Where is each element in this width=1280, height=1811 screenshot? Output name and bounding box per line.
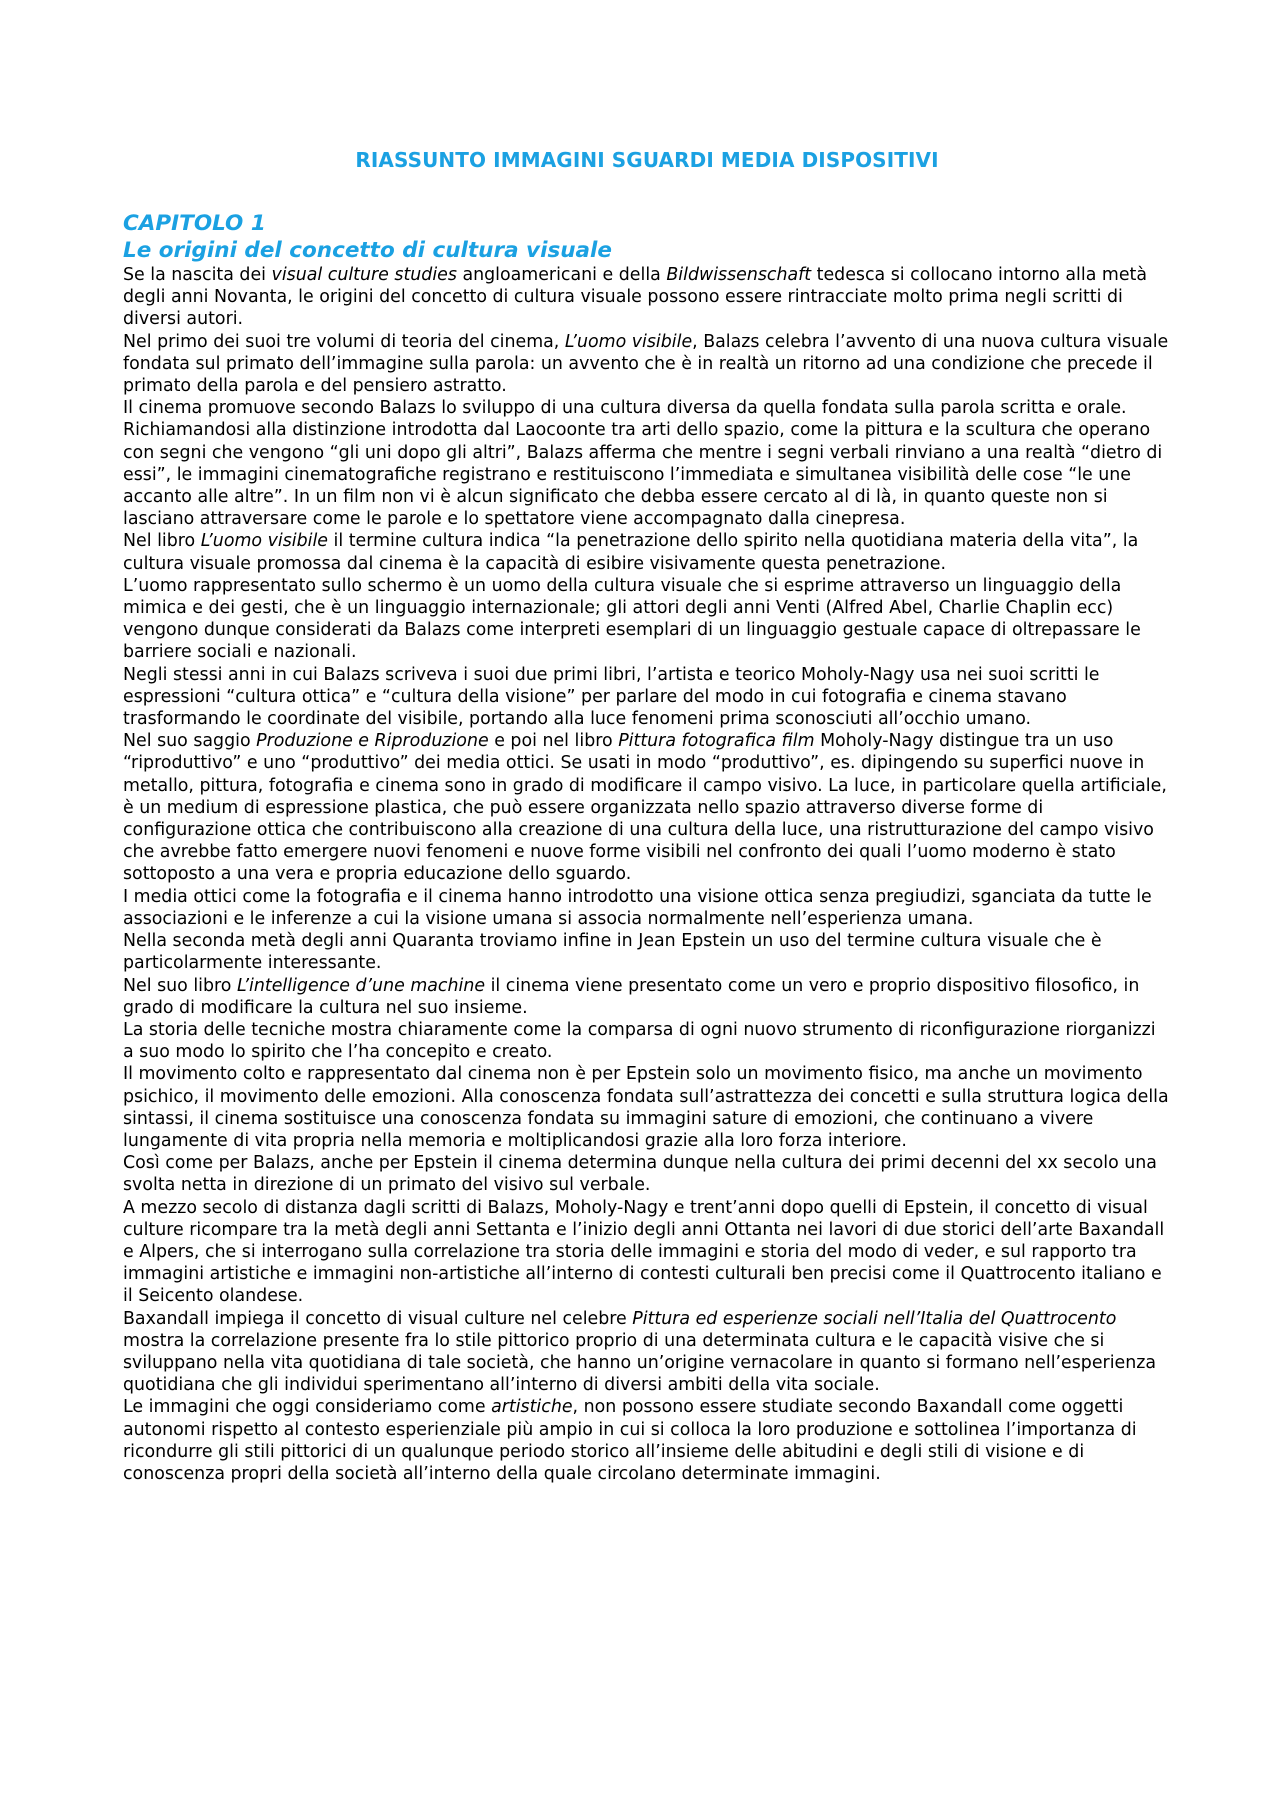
text-run: I media ottici come la fotografia e il cinema hanno introdotto una visione ottica senza pregiudizi, sganciata da tutte le associazioni e le inferenze a cui la visione umana si associa normalmente nell’esperienza umana. (123, 886, 1152, 929)
paragraph (123, 930, 1171, 974)
text-run: e poi nel libro (488, 731, 619, 752)
italic-text: visual culture studies (271, 265, 457, 285)
document-title: RIASSUNTO IMMAGINI SGUARDI MEDIA DISPOSITIVI (355, 148, 939, 172)
text-run: , non possono essere studiate secondo Baxandall come oggetti autonomi rispetto al contesto esperienziale più ampio in cui si colloca la loro produzione e sottolinea l’importanza di ricondurre gli stili pittorici di un qualunque periodo storico all’insieme delle abitudini e degli stili di visione e di conoscenza propri della società all’interno della quale circolano determinate immagini. (123, 1397, 1137, 1484)
text-run: Così come per Balazs, anche per Epstein il cinema determina dunque nella cultura dei primi decenni del xx secolo una svolta netta in direzione di un primato del visivo sul verbale. (123, 1153, 1157, 1196)
text-run: Nel suo libro (123, 975, 237, 996)
text-run: La storia delle tecniche mostra chiaramente come la comparsa di ogni nuovo strumento di riconfigurazione riorganizzi a suo modo lo spirito che l’ha concepito e creato. (123, 1019, 1156, 1063)
italic-text: Pittura ed esperienze sociali nell’Italia del Quattrocento (632, 1308, 1117, 1329)
text-run: L’uomo rappresentato sullo schermo è un uomo della cultura visuale che si esprime attraverso un linguaggio della mimica e dei gesti, che è un linguaggio internazionale; gli attori degli anni Venti (Alfred Abel, Charlie Chaplin ecc) vengono dunque considerati da Balazs come interpreti esemplari di un linguaggio gestuale capace di oltrepassare le barriere sociali e nazionali. (123, 575, 1141, 663)
text-run: mostra la correlazione presente fra lo stile pittorico proprio di una determinata cultura e le capacità visive che si sviluppano nella vita quotidiana di tale società, che hanno un’origine vernacolare in quanto si formano nell’esperienza quotidiana che gli individui sperimentano all’interno di diversi ambiti della vita sociale. (123, 1330, 1157, 1396)
paragraph (123, 886, 1171, 930)
text-run: Le immagini che oggi consideriamo come (123, 1397, 492, 1418)
paragraph (123, 1152, 1171, 1196)
text-run: Nel suo saggio (123, 731, 257, 752)
italic-text: L’intelligence d’une machine (236, 975, 486, 996)
paragraph (123, 1063, 1171, 1152)
paragraph (123, 1308, 1171, 1397)
text-run: Moholy-Nagy distingue tra un uso “riproduttivo” e uno “produttivo” dei media ottici. Se usati in modo “produttivo”, es. dipingendo su superfici nuove in metallo, pittura, fotografia e cinema sono in grado di modificare il campo visivo. La luce, in particolare quella artificiale, è un medium di espressione plastica, che può essere organizzata nello spazio attraverso diverse forme di configurazione ottica che contribuiscono alla creazione di una cultura della luce, una ristrutturazione del campo visivo che avrebbe fatto emergere nuovi fenomeni e nuove forme visibili nel confronto dei quali l’uomo moderno è stato sottoposto a una vera e propria educazione dello sguardo. (123, 731, 1167, 885)
paragraph (123, 1396, 1171, 1485)
paragraph (123, 730, 1171, 885)
text-run: A mezzo secolo di distanza dagli scritti di Balazs, Moholy-Nagy e trent’anni dopo quelli di Epstein, il concetto di visual culture ricompare tra la metà degli anni Settanta e l’inizio degli anni Ottanta nei lavori di due storici dell’arte Baxandall e Alpers, che si interrogano sulla correlazione tra storia delle immagini e storia del modo di veder, e sul rapporto tra immagini artistiche e immagini non-artistiche all’interno di contesti culturali ben precisi come il Quattrocento italiano e il Seicento olandese. (123, 1197, 1165, 1307)
paragraph (123, 975, 1171, 1019)
text-run: Se la nascita dei (123, 265, 272, 285)
text-run: tedesca si collocano intorno alla metà degli anni Novanta, le origini del concetto di cultura visuale possono essere rintracciate molto prima negli scritti di diversi autori. (123, 265, 1148, 330)
chapter-label: CAPITOLO 1 (123, 211, 266, 236)
text-run: Baxandall impiega il concetto di visual culture nel celebre (123, 1308, 633, 1329)
paragraph (123, 264, 1171, 331)
italic-text: artistiche (491, 1397, 573, 1418)
paragraph (123, 1197, 1171, 1308)
text-run: angloamericani e della (456, 265, 667, 285)
chapter-subtitle: Le origini del concetto di cultura visuale (123, 238, 613, 263)
text-run: il cinema viene presentato come un vero e proprio dispositivo filosofico, in grado di modificare la cultura nel suo insieme. (123, 975, 1140, 1018)
paragraph (123, 397, 1171, 530)
text-run: Nella seconda metà degli anni Quaranta troviamo infine in Jean Epstein un uso del termine cultura visuale che è particolarmente interessante. (123, 931, 1102, 974)
text-run: il termine cultura indica “la penetrazione dello spirito nella quotidiana materia della vita”, la cultura visuale promossa dal cinema è la capacità di esibire visivamente questa penetrazione. (123, 531, 1139, 574)
text-run: Negli stessi anni in cui Balazs scriveva i suoi due primi libri, l’artista e teorico Moholy-Nagy usa nei suoi scritti le espressioni “cultura ottica” e “cultura della visione” per parlare del modo in cui fotografia e cinema stavano trasformando le coordinate del visibile, portando alla luce fenomeni prima sconosciuti all’occhio umano. (123, 664, 1100, 730)
paragraph (123, 331, 1171, 398)
italic-text: L’uomo visibile (564, 331, 693, 352)
paragraph (123, 1019, 1171, 1063)
text-run: Il cinema promuove secondo Balazs lo sviluppo di una cultura diversa da quella fondata sulla parola scritta e orale. Richiamandosi alla distinzione introdotta dal Laocoonte tra arti dello spazio, come la pittura e la scultura che operano con segni che vengono “gli uni dopo gli altri”, Balazs afferma che mentre i segni verbali rinviano a una realtà “dietro di essi”, le immagini cinematografiche registrano e restituiscono l’immediata e simultanea visibilità delle cose “le une accanto alle altre”. In un film non vi è alcun significato che debba essere cercato al di là, in quanto queste non si lasciano attraversare come le parole e lo spettatore viene accompagnato dalla cinepresa. (123, 398, 1163, 530)
italic-text: Pittura fotografica film (618, 731, 815, 752)
text-run: Il movimento colto e rappresentato dal cinema non è per Epstein solo un movimento fisico, ma anche un movimento psichico, il movimento delle emozioni. Alla conoscenza fondata sull’astrattezza dei concetti e sulla struttura logica della sintassi, il cinema sostituisce una conoscenza fondata su immagini sature di emozioni, che continuano a vivere lungamente di vita propria nella memoria e moltiplicandosi grazie alla loro forza interiore. (123, 1064, 1169, 1151)
paragraph (123, 530, 1171, 574)
paragraph (123, 575, 1171, 664)
text-run: , Balazs celebra l’avvento di una nuova cultura visuale fondata sul primato dell’immagine sulla parola: un avvento che è in realtà un ritorno ad una condizione che precede il primato della parola e del pensiero astratto. (123, 331, 1169, 397)
body-text (123, 264, 1171, 1485)
italic-text: L’uomo visibile (200, 531, 328, 552)
italic-text: Bildwissenschaft (666, 265, 812, 285)
text-run: Nel primo dei suoi tre volumi di teoria del cinema, (123, 331, 565, 352)
document-page (123, 148, 1171, 1485)
italic-text: Produzione e Riproduzione (256, 731, 489, 752)
text-run: Nel libro (123, 531, 201, 552)
paragraph (123, 664, 1171, 731)
